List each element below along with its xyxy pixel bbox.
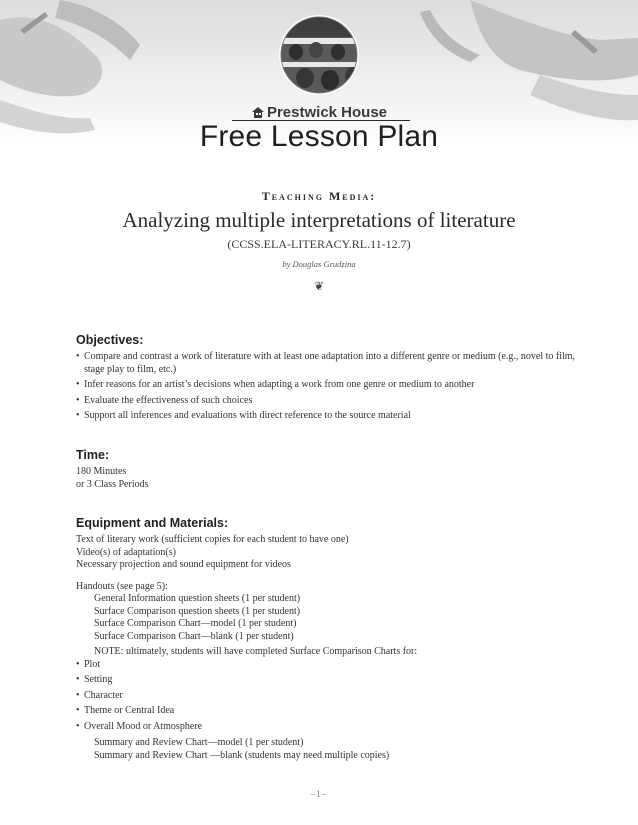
time-line: 180 Minutes bbox=[76, 466, 127, 477]
equipment-line: Video(s) of adaptation(s) bbox=[76, 546, 176, 558]
plan-title: Free Lesson Plan bbox=[199, 120, 439, 153]
objectives-heading: Objectives: bbox=[76, 333, 144, 347]
list-item: • Character bbox=[76, 690, 596, 703]
list-item: • Plot bbox=[76, 659, 596, 672]
list-item: • Setting bbox=[76, 674, 596, 687]
list-item: • Support all inferences and evaluations with direct reference to the source material bbox=[76, 410, 596, 423]
handout-item: General Information question sheets (1 per student) bbox=[94, 593, 301, 604]
brand-name: Prestwick House bbox=[266, 104, 388, 121]
note-list bbox=[76, 659, 596, 734]
summary-item: Summary and Review Chart—model (1 per student) bbox=[94, 737, 304, 748]
summary-item: Summary and Review Chart —blank (students may need multiple copies) bbox=[94, 749, 390, 761]
equipment-line: Text of literary work (sufficient copies for each student to have one) bbox=[76, 534, 349, 545]
standard-code: (CCSS.ELA-LITERACY.RL.11-12.7) bbox=[227, 237, 411, 251]
time-section bbox=[76, 448, 596, 491]
equipment-section bbox=[76, 516, 596, 762]
brand-logo bbox=[0, 104, 638, 121]
page-number: –1– bbox=[310, 789, 328, 799]
lesson-title: Analyzing multiple interpretations of literature bbox=[122, 208, 516, 232]
equipment-heading: Equipment and Materials: bbox=[76, 516, 229, 530]
handout-item: Surface Comparison Chart—model (1 per student) bbox=[94, 618, 297, 629]
objectives-section bbox=[76, 333, 596, 426]
list-item: • Evaluate the effectiveness of such choices bbox=[76, 395, 596, 408]
byline: by Douglas Grudzina bbox=[282, 259, 356, 269]
list-item: • Compare and contrast a work of literature with at least one adaptation into a different genre or medium (e.g., novel to film, stage play to film, etc.) bbox=[76, 351, 596, 376]
time-line: or 3 Class Periods bbox=[76, 478, 149, 490]
handout-item: Surface Comparison question sheets (1 per student) bbox=[94, 605, 301, 617]
list-item: • Overall Mood or Atmosphere bbox=[76, 721, 596, 734]
house-logo-icon bbox=[251, 106, 265, 119]
time-heading: Time: bbox=[76, 448, 110, 462]
handouts-note: NOTE: ultimately, students will have completed Surface Comparison Charts for: bbox=[94, 646, 418, 657]
equipment-line: Necessary projection and sound equipment for videos bbox=[76, 559, 291, 570]
section-kicker: Teaching Media: bbox=[261, 189, 377, 203]
list-item: • Theme or Central Idea bbox=[76, 705, 596, 718]
ornament-icon: ❦ bbox=[313, 279, 325, 293]
handout-item: Surface Comparison Chart—blank (1 per student) bbox=[94, 630, 294, 642]
list-item: • Infer reasons for an artist’s decisions when adapting a work from one genre or medium to another bbox=[76, 379, 596, 392]
handouts-label: Handouts (see page 5): bbox=[76, 580, 168, 592]
objectives-list bbox=[76, 351, 596, 423]
